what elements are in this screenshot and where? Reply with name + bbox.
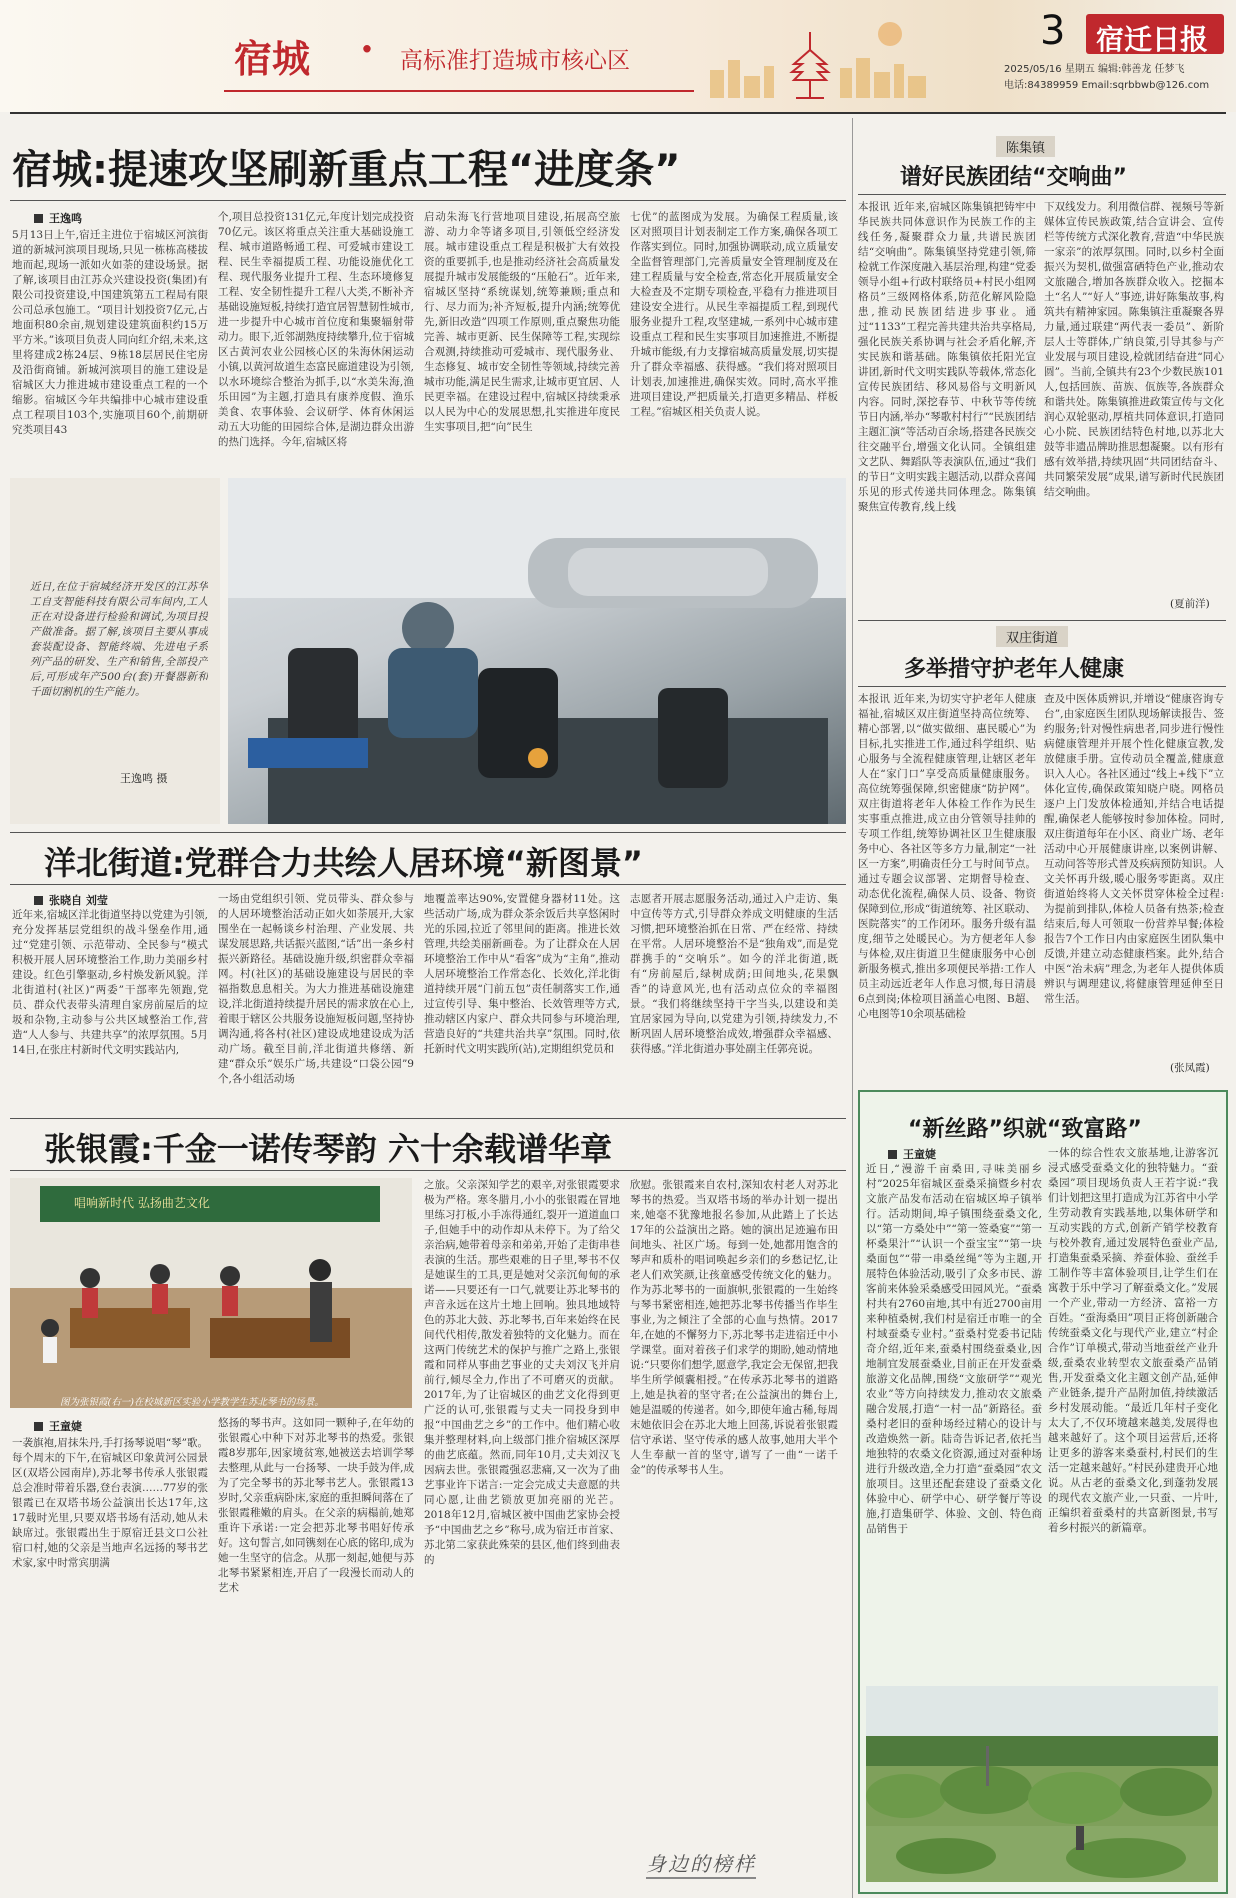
- article5-headline: 张银霞:千金一诺传琴韵 六十余载谱华章: [44, 1130, 612, 1168]
- classroom-photo: [10, 1178, 412, 1408]
- article5-author: 王童婕: [34, 1418, 82, 1434]
- header-rule: [10, 112, 1226, 114]
- article5-col3: 之旅。父亲深知学艺的艰辛,对张银霞要求极为严格。寒冬腊月,小小的张银霞在冒地里练习打板,小手冻得通红,裂开一道道血口子,但她手中的动作却从未停下。为了给父亲治病,她带着母亲和弟弟,开始了走街串巷表演的生活。那些艰难的日子里,琴书不仅是她谋生的工具,更是她对父亲沉甸甸的承诺——只要还有一口气,就要让苏北琴书的声音永远在这片土地上回响。独具地域特色的苏北大鼓、苏北琴书,百年来始终在民间代代相传,散发着独特的文化魅力。而在这两门传统艺术的保护与推广之路上,张银霞和同样从事曲艺事业的丈夫刘汉飞并肩前行,倾尽全力,作出了不可磨灭的贡献。2017年,为了让宿城区的曲艺文化得到更广泛的认可,张银霞与丈夫一同投身到申报“中国曲艺之乡”的工作中。他们精心收集并整理材料,向上级部门推介宿城区深厚的曲艺底蕴。然而,同年10月,丈夫刘汉飞因病去世。张银霞强忍悲痛,又一次为了曲艺事业许下诺言:一定会完成丈夫意愿的共同心愿,让曲艺锁放更加亮丽的光芒。2018年12月,宿城区被中国曲艺家协会授予“中国曲艺之乡”称号,成为宿迁市首家、苏北第二家获此殊荣的县区,他们终到曲表的: [424, 1179, 620, 1566]
- mulberry-field-illustration: [866, 1686, 1218, 1882]
- article3-author: (张凤霞): [1170, 1062, 1210, 1074]
- article4-col2: 一场由党组织引领、党员带头、群众参与的人居环境整治活动正如火如荼展开,大家围坐在一起畅谈乡村治理、产业发展、共谋发展思路,共话振兴蓝图,“话”出一条乡村振兴新路径。基础设施升级,织密群众幸福网。村(社区)的基础设施建设与居民的幸福指数息息相关。为大力推进基础设施建设,洋北街道持续提升居民的需求放在心上,着眼于辖区公共服务设施短板问题,坚持协调沟通,将各村(社区)建设成地建设成为活动广场。截至目前,洋北街道共修缮、新建“群众乐”娱乐广场,共建设“口袋公园”9个,各小组活动场: [218, 893, 414, 1085]
- article3-col1: 本报讯 近年来,为切实守护老年人健康福祉,宿城区双庄街道坚持高位统筹、精心部署,以“做实做细、惠民暖心”为目标,扎实推进工作,通过科学组织、贴心服务与全流程健康管理,让辖区老年人在“家门口”享受高质量健康服务。高位统筹强保障,织密健康“防护网”。双庄街道将老年人体检工作作为民生实事重点推进,成立由分管领导挂帅的专项工作组,统筹协调社区卫生健康服务中心、各社区等多方力量,制定“一社区一方案”,明确责任分工与时间节点。通过专题会议部署、定期督导检查、动态优化流程,确保人员、设备、物资保障到位,形成“街道统筹、社区联动、医院落实”的工作闭环。服务升级有温度,细节之处暖民心。为方便老年人参与体检,双庄街道卫生健康服务中心创新服务模式,推出多项便民举措:工作人员主动远近老年人作息习惯,每日清晨6点到岗;体检项目涵盖心电图、B超、心电图等10余项基础检: [858, 693, 1036, 1020]
- photo1-caption: 近日,在位于宿城经济开发区的江苏华工自支智能科技有限公司车间内,工人正在对设备进行检验和调试,为项目投产做准备。据了解,该项目主要从事成套装配设备、智能终端、先进电子系列产品的研发、生产和销售,全部投产后,可形成年产500台(套)开餐器新和千面切割机的生产能力。: [30, 581, 208, 698]
- article4-rule: [10, 884, 846, 885]
- contact-line: 电话:84389959 Email:sqrbbwb@126.com: [1004, 80, 1210, 91]
- photo2-caption: 图为张银霞(右一)在校城新区实验小学教学生苏北琴书的场景。: [60, 1397, 324, 1408]
- section-slogan: 高标准打造城市核心区: [400, 48, 630, 74]
- article5-col2: 悠扬的琴书声。这如同一颗种子,在年幼的张银霞心中种下对苏北琴书的热爱。张银霞8岁那年,因家境贫寒,她被送去培训学琴去整理,从此与一台扬琴、一块手鼓为伴,成为了完全琴书的苏北琴书艺人。张银霞13岁时,父亲重病卧床,家庭的重担瞬间落在了张银霞稚嫩的肩头。在父亲的病榻前,她郑重许下承诺:一定会把苏北琴书唱好传承好。这句誓言,如同镌刻在心底的铭印,成为她一生坚守的信念。从那一刻起,她便与苏北琴书紧紧相连,开启了一段漫长而动人的艺术: [218, 1417, 414, 1594]
- article6-author: 王童婕: [888, 1146, 936, 1162]
- article4-top-rule: [10, 832, 846, 833]
- article5-col4: 欣慰。张银霞来自农村,深知农村老人对苏北琴书的热爱。当双塔书场的举办计划一提出来,她毫不犹豫地报名参加,从此踏上了长达17年的公益演出之路。她的演出足迹遍布田间地头、社区广场。每到一处,她都用饱含的琴声和质朴的唱词唤起乡亲们的乡愁记忆,让老人们欢笑颜,让孩童感受传统文化的魅力。作为苏北琴书的一面旗帜,张银霞的一生始终与琴书紧密相连,她把苏北琴书传播当作毕生事业,为之倾注了全部的心血与热情。2017年,在她的不懈努力下,苏北琴书走进宿迁中小学课堂。面对着孩子们求学的期盼,她动情地说:“只要你们想学,愿意学,我定会无保留,把我毕生所学倾囊相授。”在传承苏北琴书的道路上,她是执着的坚守者;在公益演出的舞台上,她是温暖的传递者。如今,即使年逾古稀,每周末她依旧会在苏北大地上回荡,诉说着张银霞信守承诺、坚守传承的感人故事,她用大半个人生奉献一首的坚守,谱写了一曲“一诺千金”的传承琴书人生。: [630, 1179, 838, 1476]
- right-column-divider: [852, 118, 853, 1898]
- article1-headline: 宿城:提速攻坚刷新重点工程“进度条”: [12, 147, 681, 193]
- paper-name: 宿迁日报: [1096, 23, 1209, 56]
- page-number: 3: [1040, 8, 1066, 54]
- article4-col1: 近年来,宿城区洋北街道坚持以党建为引领,充分发挥基层党组织的战斗堡垒作用,通过“党建引领、示范带动、全民参与”模式积极开展人居环境整治工作,助力美丽乡村建设。红色引擎驱动,乡村焕发新风貌。洋北街道村(社区)“两委”干部率先领跑,党员、群众代表带头清理自家房前屋后的垃圾和杂物,主动参与公共区域整治工作,营造“人人参与、共建共享”的浓厚氛围。5月14日,在张庄村新时代文明实践站内,: [12, 909, 208, 1056]
- article4-author: 张晓自 刘莹: [34, 892, 108, 908]
- role-model-stamp: 身边的榜样: [646, 1848, 756, 1879]
- article2-headline: 谱好民族团结“交响曲”: [900, 165, 1127, 190]
- article2-col1: 本报讯 近年来,宿城区陈集镇把铸牢中华民族共同体意识作为民族工作的主线任务,凝聚群众力量,共谱民族团结“交响曲”。陈集镇坚持党建引领,筛检就工作深度融入基层治理,构建“党委领导小组+行政村联络员+村民小组网格员”三级网格体系,防范化解风险隐患,推动民族团结进步事业。通过“1133”工程完善共建共治共享格局,强化民族关系协调与社会矛盾化解,齐实民族和谐基础。陈集镇依托阳光宣讲团,新时代文明实践队等载体,常态化宣传民族团结、移风易俗与文明新风内容。同时,深挖春节、中秋节等传统节日内涵,举办“琴歌村村行”“民族团结主题汇演”等活动百余场,搭建各民族交往交融平台,增强文化认同。全镇组建文艺队、舞蹈队等表演队伍,通过“我们的节日”文明实践主题活动,以群众喜闻乐见的形式传递共同体理念。陈集镇聚焦宣传教育,线上线: [858, 201, 1036, 513]
- article3-col2: 查及中医体质辨识,并增设“健康咨询专台”,由家庭医生团队现场解读报告、签约服务;针对慢性病患者,同步进行慢性病健康管理并开展个性化健康宣教,发放健康手册。宣传动员全覆盖,健康意识入人心。各社区通过“线上+线下”立体化宣传,确保政策知晓户晓。网格员逐户上门发放体检通知,并结合电话提醒,确保老人能够按时参加体检。同时,双庄街道每年在小区、商业广场、老年活动中心开展健康讲座,以案例讲解、互动问答等形式普及疾病预防知识。人文关怀再升级,暖心服务零距离。双庄街道始终将人文关怀贯穿体检全过程:为提前到排队,体检人员备有热茶;检查结束后,每人可领取一份营养早餐;体检报告7个工作日内由家庭医生团队集中反馈,并建立动态健康档案。此外,结合中医“治未病”理念,为老年人提供体质辨识与调理建议,将健康管理延伸至日常生活。: [1044, 693, 1224, 1005]
- article3-rule: [858, 686, 1226, 687]
- factory-machinery-illustration: [228, 478, 846, 824]
- article1-col1: 5月13日上午,宿迁主进位于宿城区河滨街道的新城河滨项目现场,只见一栋栋高楼拔地而起,现场一派如火如荼的建设场景。据了解,该项目由江苏众兴建设投资(集团)有限公司投资建设,中国建筑第五工程局有限公司总承包施工。“项目计划投资7亿元,占地面积80余亩,规划建设建筑面积约15万平方米。”该项目负责人同向红介绍,未来,这里将建成2栋24层、9栋18层居民住宅房及沿街商铺。新城河滨项目的施工建设是宿城区大力推进城市建设重点工程的一个缩影。宿城区今年共编排中心城市建设重点工程项目103个,实施项目60个,前期研究类项目43: [12, 229, 208, 436]
- article1-col2: 个,项目总投资131亿元,年度计划完成投资70亿元。该区将重点关注重大基础设施工程、城市道路畅通工程、可爱城市建设工程、民生幸福提质工程、功能设施优化工程、现代服务业提升工程、生态环境修复工程、安全韧性提升工程八大类,不断补齐基础设施短板,持续打造宜居智慧韧性城市,进一步提升中心城市首位度和集聚辐射带动力。眼下,近邻湖熟度持续攀升,位于宿城区古黄河农业公园核心区的朱海休闲运动小镇,以黄河故道生态富民廊道建设为引领,以水环境综合整治为抓手,以“水美朱海,渔乐田园”为主题,打造具有康养度假、渔乐美食、农事体验、会议研学、体育休闲运动五大功能的田园综合体,是湖边群众出游的热门选择。今年,宿城区将: [218, 211, 414, 448]
- article1-author: 王逸鸣: [34, 210, 82, 226]
- mulberry-field-photo: [866, 1686, 1218, 1882]
- classroom-banner: 唱响新时代 弘扬曲艺文化: [74, 1196, 210, 1210]
- article1-headline-rule: [10, 200, 846, 201]
- article6-col1: 近日,“漫游千亩桑田,寻味美丽乡村”2025年宿城区蚕桑采摘暨乡村农文旅产品发布活动在宿城区埠子镇举行。活动期间,埠子镇围绕蚕桑文化,以“第一方桑处中”“第一签桑宴”“第一杯桑果汁”“认识一个蚕宝宝”“第一块桑面包”“带一串桑丝绳”等为主题,开展特色体验活动,吸引了众多市民、游客前来体验采桑感受田园风光。“蚕桑村共有2760亩地,其中有近2700亩用来种植桑树,我们村是宿迁市唯一的全村域蚕桑专业村。”蚕桑村党委书记陆奇介绍,近年来,蚕桑村围绕蚕桑业,因地制宜发展蚕桑业,目前正在开发蚕桑旅游文化品牌,围绕“文旅研学”“观光农业”等方向持续发力,推动农文旅桑融合发展,打造“一村一品”新路径。蚕桑村老旧的蚕种场经过精心的设计与改造焕然一新。陆奇告诉记者,依托当地独特的农桑文化资源,通过对蚕种场进行升级改造,全力打造“蚕桑园”农文旅项目。这里还配套建设了蚕桑文化体验中心、研学中心、研学餐厅等设施,打造集研学、体验、文创、特色商品销售于: [866, 1163, 1042, 1535]
- section-title: 宿城: [234, 37, 311, 81]
- date-line: 2025/05/16 星期五 编辑:韩善龙 任梦飞: [1004, 64, 1185, 75]
- pagoda-icon: [792, 32, 828, 98]
- article5-top-rule: [10, 1118, 846, 1119]
- article1-col3: 启动朱海飞行营地项目建设,拓展高空旅游、动力伞等诸多项目,引领低空经济发展。城市建设重点工程是积极扩大有效投资的重要抓手,也是推动经济社会高质量发展提升城市发展能级的“压舱石”。近年来,宿城区坚持“系统谋划,统筹兼顾;重点和行、尽力而为;补齐短板,提升内涵;统筹优先,新旧改造”四项工作原则,重点聚焦功能完善、城市更新、民生保障等工程,实现综合观测,持续推动可爱城市、现代服务业、生态修复、城市安全韧性等领域,持续完善城市功能,满足民生需求,让城市更宜居、人民更幸福。在建设过程中,宿城区持续秉承以人民为中心的发展思想,扎实推进年度民生实事项目,把“向”民生: [424, 211, 620, 433]
- article6-col2: 一体的综合性农文旅基地,让游客沉浸式感受蚕桑文化的独特魅力。“蚕桑园”项目现场负责人王若宇说:“我们计划把这里打造成为江苏省中小学生劳动教育实践基地,以集体研学和互动实践的方式,创新产销学校教育与校外教育,通过发展特色蚕业产品,打造集蚕桑采摘、养蚕体验、蚕丝手工制作等丰富体验项目,让学生们在寓教于乐中学习了解蚕桑文化。”发展一个产业,带动一方经济、富裕一方百姓。“蚕海桑田”项目正将创新融合传统蚕桑文化与现代产业,建立“村企合作”订单模式,带动当地蚕丝产业升级,蚕桑农业转型农文旅蚕桑产品销售,开发蚕桑文化主题文创产品,延伸产业链条,提升产品附加值,持续激活乡村发展动能。“最近几年村子变化太大了,不仅环境越来越美,发展得也越来越好了。这个项目运营后,还将让更多的游客来桑蚕村,村民们的生活一定越来越好。”村民孙建贵开心地说。从古老的蚕桑文化,到蓬勃发展的现代农文旅产业,一只蚕、一片叶,正编织着蚕桑村的共富新图景,书写着乡村振兴的新篇章。: [1048, 1147, 1218, 1534]
- article5-col1: 一袭旗袍,眉抹朱丹,手打扬琴说唱“琴”歌。每个周末的下午,在宿城区印象黄河公园景区(双塔公园南岸),苏北琴书传承人张银霞总会准时带着乐器,登台表演……77岁的张银霞已在双塔书场公益演出长达17年,这17载时光里,只要双塔书场有活动,她从未缺席过。张银霞出生于原宿迁县文口公社宿口村,她的父亲是当地声名远扬的琴书艺术家,家中时常宾朋满: [12, 1437, 208, 1569]
- factory-photo: [228, 478, 846, 824]
- article3-top-rule: [858, 620, 1226, 621]
- section-dot: ·: [360, 26, 374, 73]
- classroom-illustration: [10, 1178, 412, 1408]
- article3-headline: 多举措守护老年人健康: [904, 657, 1125, 682]
- section-underline: [224, 90, 694, 92]
- article2-col2: 下双线发力。利用微信群、视频号等新媒体宣传民族政策,结合宣讲会、宣传栏等传统方式深化教育,营造“中华民族一家亲”的浓厚氛围。同时,以乡村全面振兴为契机,做强富硒特色产业,推动农文旅融合,增加各族群众收入。挖掘本土“名人”“好人”事迹,讲好陈集故事,构筑共有精神家园。陈集镇注重凝聚各界力量,通过联建“两代表一委员”、新阶层人士等群体,广纳良策,引导其参与产业发展与项目建设,检就团结奋进“同心圆”。当前,全镇共有23个少数民族101人,包括回族、苗族、佤族等,各族群众和谐共处。陈集镇推进政策宣传与文化润心双轮驱动,厚植共同体意识,打造同心小院、民族团结特色村地,以苏北大鼓等非遗品牌助推思想凝聚。以有形有感有效举措,持续巩固“共同团结奋斗、共同繁荣发展”成果,谱写新时代民族团结交响曲。: [1044, 201, 1224, 498]
- article2-tag: 陈集镇: [996, 136, 1055, 157]
- article2-author: (夏前洋): [1170, 598, 1210, 610]
- photo1-credit: 王逸鸣 摄: [120, 772, 168, 785]
- article4-col3: 地覆盖率达90%,安置健身器材11处。这些活动广场,成为群众茶余饭后共享悠闲时光的乐园,拉近了邻里间的距离。推进长效管理,共绘美丽新画卷。为了让群众在人居环境整治工作中从“看客”成为“主角”,推动人居环境整治工作常态化、长效化,洋北街道持续开展“门前五包”责任制落实工作,通过宣传引导、集中整治、长效管理等方式,推动辖区内家户、群众共同参与环境治理,营造良好的“共建共治共享”氛围。同时,依托新时代文明实践所(站),定期组织党员和: [424, 893, 620, 1055]
- article4-headline: 洋北街道:党群合力共绘人居环境“新图景”: [44, 844, 643, 882]
- article2-rule: [858, 194, 1226, 195]
- article3-tag: 双庄街道: [996, 626, 1068, 647]
- sun-icon: [878, 22, 902, 46]
- skyline-illustration: [690, 10, 950, 102]
- article1-col4: 七优”的蓝图成为发展。为确保工程质量,该区对照项目计划表制定工作方案,确保各项工作落实到位。同时,加强协调联动,成立质量安全监督管理部门,完善质量安全管理制度及在建工程质量与安全检查,常态化开展质量安全大检查及不定期专项检查,平稳有力推进项目建设安全进行。从民生幸福提质工程,到现代服务业提升工程,攻坚建城,一系列中心城市建设重点工程和民生实事项目加速推进,不断提升城市能级,有力支撑宿城高质量发展,切实提升了群众幸福感、获得感。“我们将对照项目计划表,加速推进,确保实效。同时,高水平推进项目建设,严把质量关,打造更多精品、样板工程。”宿城区相关负责人说。: [630, 211, 838, 418]
- article5-rule: [10, 1170, 846, 1171]
- article4-col4: 志愿者开展志愿服务活动,通过入户走访、集中宣传等方式,引导群众养成文明健康的生活习惯,把环境整治抓在日常、严在经常、持续在平常。人居环境整治不是“独角戏”,而是党群携手的“交响乐”。如今的洋北街道,既有“房前屋后,绿树成荫;田间地头,花果飘香”的诗意风光,也有活动点位众的幸福图景。“我们将继续坚持干字当头,以建设和美宜居家园为导向,以党建为引领,持续发力,不断巩固人居环境整治成效,增强群众幸福感、获得感。”洋北街道办事处副主任郭亮说。: [630, 893, 838, 1055]
- article6-headline: “新丝路”织就“致富路”: [908, 1117, 1142, 1142]
